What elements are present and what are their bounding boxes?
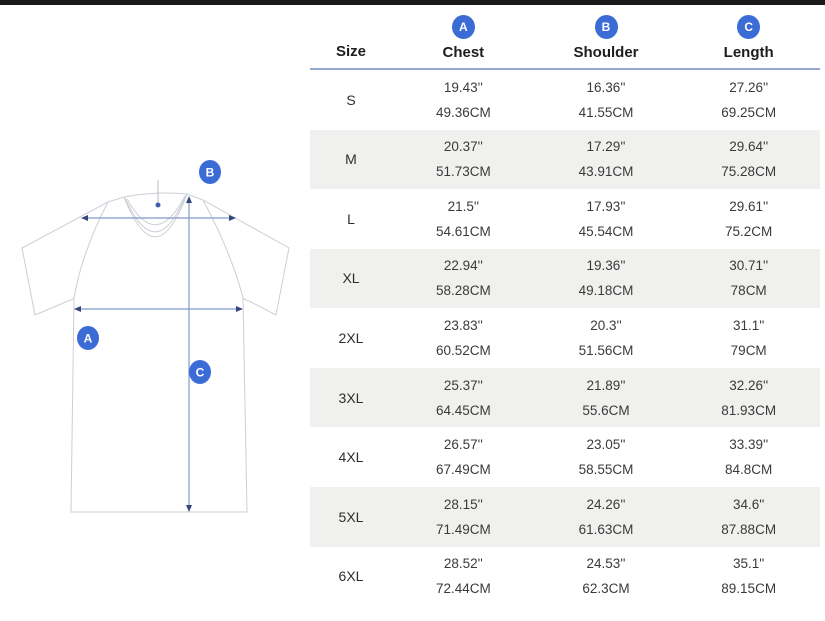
length-inches-value: 31.1'' (732, 318, 765, 334)
table-body (310, 70, 820, 606)
shoulder-cell (535, 130, 678, 190)
size-cell: 3XL (338, 389, 364, 406)
chest-cell (392, 70, 535, 130)
length-cell (677, 368, 820, 428)
length-cm-value: 89.15CM (721, 581, 777, 597)
chest-cm-value: 71.49CM (435, 521, 491, 537)
diagram-badge-a (77, 326, 99, 350)
table-row (310, 427, 820, 487)
shoulder-cell (535, 189, 678, 249)
length-cm-value: 75.2CM (725, 223, 773, 239)
length-cm-value: 75.28CM (721, 164, 777, 180)
size-cell: S (346, 91, 356, 108)
chest-inches-value: 25.37'' (443, 377, 483, 393)
chest-cell (392, 249, 535, 309)
length-cm-value: 81.93CM (721, 402, 777, 418)
chest-inches-value: 19.43'' (443, 79, 483, 95)
chest-inches-value: 20.37'' (443, 139, 483, 155)
size-cell: 5XL (338, 508, 364, 525)
svg-text:C: C (195, 365, 205, 380)
chest-inches-value: 22.94'' (443, 258, 483, 274)
table-row (310, 547, 820, 607)
table-row (310, 487, 820, 547)
chest-cell (392, 189, 535, 249)
chest-cm-value: 49.36CM (435, 104, 491, 120)
length-cm-value: 78CM (730, 283, 767, 299)
shoulder-cell (535, 368, 678, 428)
size-cell: M (345, 151, 357, 168)
length-inches-value: 29.61'' (729, 198, 769, 214)
chest-cm-value: 67.49CM (435, 462, 491, 478)
shoulder-inches-value: 19.36'' (586, 258, 626, 274)
size-cell: 4XL (338, 449, 364, 466)
length-cm-value: 87.88CM (721, 521, 777, 537)
size-cell: L (347, 210, 355, 227)
shoulder-inches-value: 16.36'' (586, 79, 626, 95)
shoulder-inches-value: 17.29'' (586, 139, 626, 155)
length-cell (677, 308, 820, 368)
shoulder-cm-value: 51.56CM (578, 343, 634, 359)
tshirt-outline (22, 193, 289, 512)
shoulder-cm-value: 61.63CM (578, 521, 634, 537)
chest-cm-value: 58.28CM (435, 283, 491, 299)
length-inches-value: 29.64'' (729, 139, 769, 155)
shoulder-cell (535, 427, 678, 487)
shoulder-cm-value: 62.3CM (582, 581, 630, 597)
shoulder-column-header (535, 5, 678, 68)
badge-c-icon: C (737, 15, 760, 39)
tshirt-measurement-diagram (0, 140, 310, 540)
chest-cm-value: 54.61CM (435, 223, 491, 239)
shoulder-cm-value: 49.18CM (578, 283, 634, 299)
chest-cell (392, 487, 535, 547)
length-column-header (677, 5, 820, 68)
length-inches-value: 33.39'' (729, 437, 769, 453)
chest-inches-value: 28.15'' (443, 496, 483, 512)
shoulder-column-label: Shoulder (573, 44, 639, 61)
length-cell (677, 547, 820, 607)
length-inches-value: 34.6'' (732, 496, 765, 512)
length-cell (677, 70, 820, 130)
chest-inches-value: 26.57'' (443, 437, 483, 453)
shoulder-cell (535, 70, 678, 130)
shoulder-cm-value: 43.91CM (578, 164, 634, 180)
chest-cell (392, 308, 535, 368)
length-cm-value: 69.25CM (721, 104, 777, 120)
chest-inches-value: 23.83'' (443, 318, 483, 334)
size-column-header: Size (335, 43, 366, 60)
shoulder-cell (535, 547, 678, 607)
shoulder-cell (535, 249, 678, 309)
chest-column-label: Chest (442, 44, 485, 61)
shoulder-inches-value: 17.93'' (586, 198, 626, 214)
table-row (310, 70, 820, 130)
chest-column-header (392, 5, 535, 68)
diagram-badge-b (199, 160, 221, 184)
length-cell (677, 189, 820, 249)
table-row (310, 130, 820, 190)
chest-cm-value: 60.52CM (435, 343, 491, 359)
chest-cell (392, 368, 535, 428)
length-cm-value: 84.8CM (725, 462, 773, 478)
table-row (310, 368, 820, 428)
chest-cm-value: 51.73CM (435, 164, 491, 180)
shoulder-cell (535, 487, 678, 547)
length-inches-value: 35.1'' (732, 556, 765, 572)
svg-text:B: B (205, 165, 215, 180)
shoulder-inches-value: 23.05'' (586, 437, 626, 453)
length-inches-value: 32.26'' (729, 377, 769, 393)
length-cell (677, 487, 820, 547)
chest-cm-value: 72.44CM (435, 581, 491, 597)
length-cell (677, 249, 820, 309)
shoulder-cm-value: 41.55CM (578, 104, 634, 120)
length-column-label: Length (723, 44, 774, 61)
shoulder-cm-value: 58.55CM (578, 462, 634, 478)
table-row (310, 308, 820, 368)
shoulder-cell (535, 308, 678, 368)
size-cell: XL (342, 270, 360, 287)
length-cell (677, 427, 820, 487)
table-header (310, 5, 820, 70)
size-cell: 2XL (338, 330, 364, 347)
size-cell: 6XL (338, 568, 364, 585)
badge-b-icon: B (595, 15, 618, 39)
shoulder-cm-value: 45.54CM (578, 223, 634, 239)
chest-inches-value: 28.52'' (443, 556, 483, 572)
length-cell (677, 130, 820, 190)
length-inches-value: 30.71'' (729, 258, 769, 274)
table-row (310, 249, 820, 309)
chest-cm-value: 64.45CM (435, 402, 491, 418)
shoulder-inches-value: 24.26'' (586, 496, 626, 512)
chest-cell (392, 130, 535, 190)
table-row (310, 189, 820, 249)
chest-inches-value: 21.5'' (447, 198, 480, 214)
length-inches-value: 27.26'' (729, 79, 769, 95)
length-cm-value: 79CM (730, 343, 767, 359)
badge-a-icon: A (452, 15, 475, 39)
size-chart-table (310, 5, 820, 606)
chest-cell (392, 427, 535, 487)
shoulder-inches-value: 24.53'' (586, 556, 626, 572)
svg-text:A: A (83, 331, 93, 346)
chest-cell (392, 547, 535, 607)
diagram-badge-c (189, 360, 211, 384)
shoulder-inches-value: 21.89'' (586, 377, 626, 393)
shoulder-cm-value: 55.6CM (582, 402, 630, 418)
shoulder-inches-value: 20.3'' (590, 318, 622, 334)
